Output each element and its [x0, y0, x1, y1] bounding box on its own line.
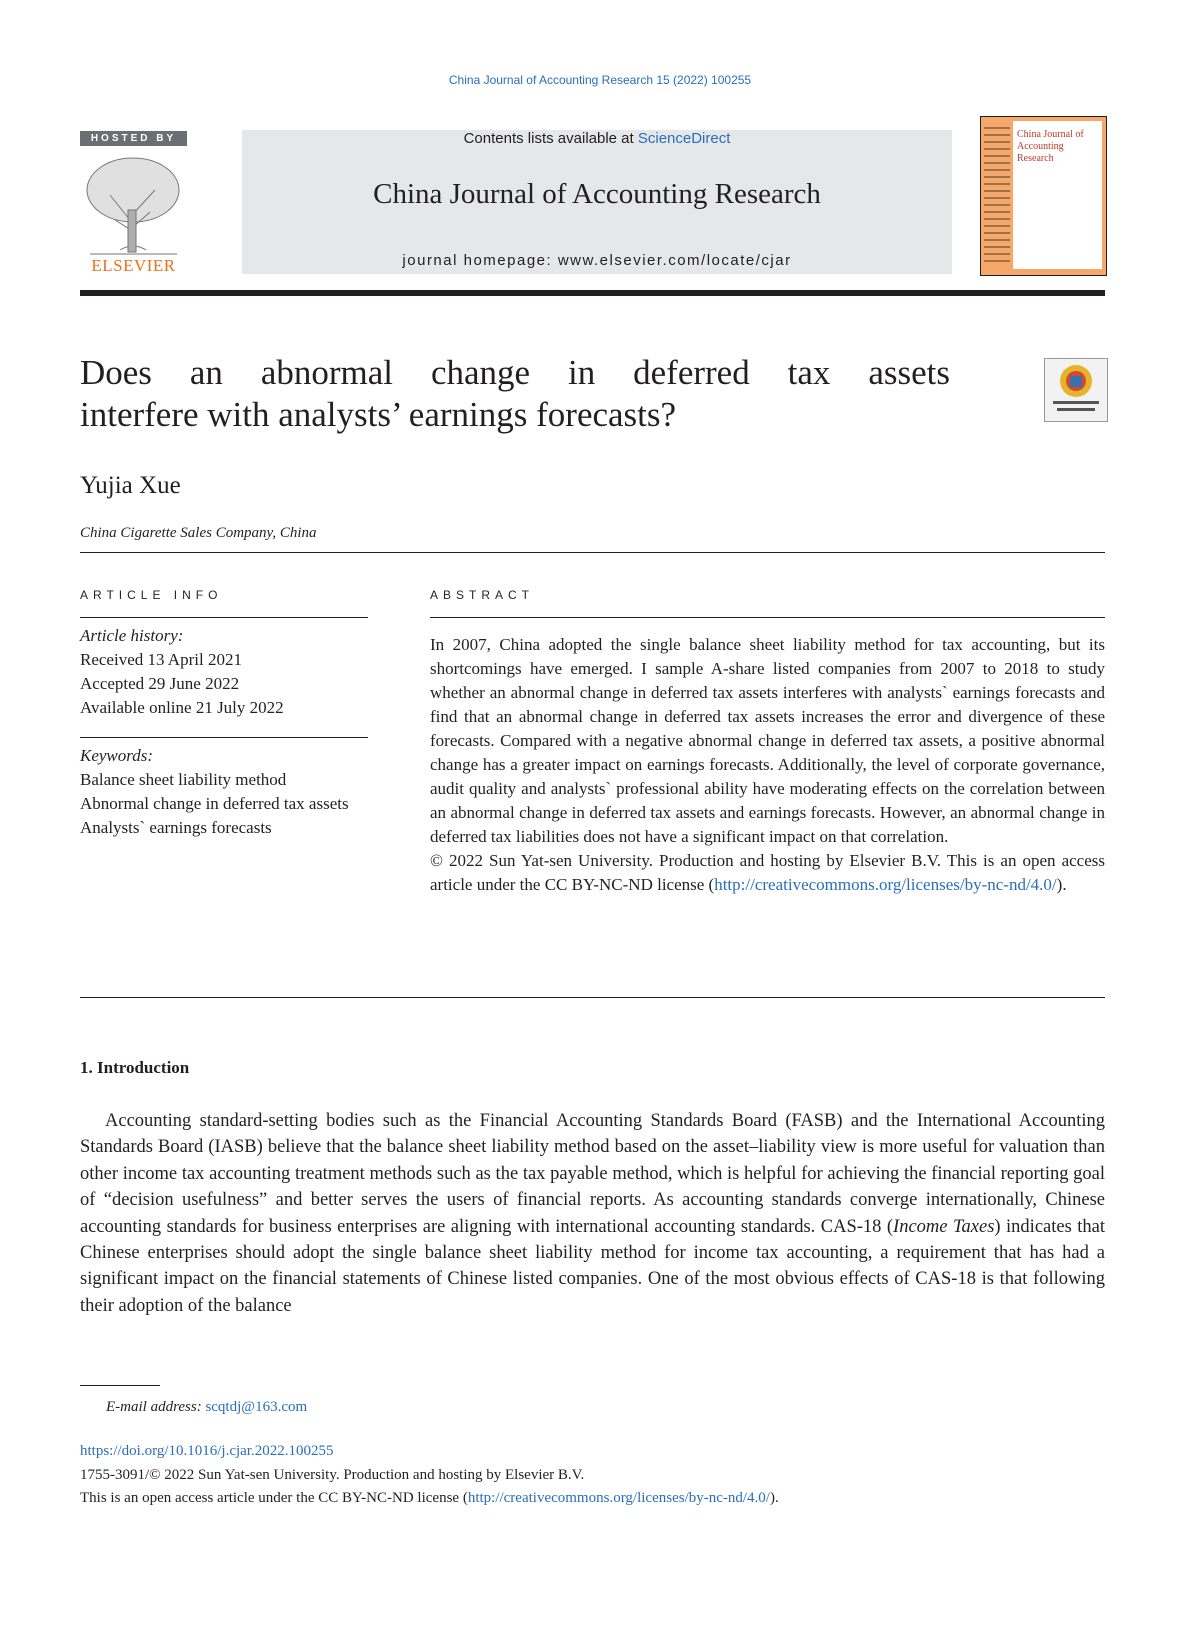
hosted-by-label: HOSTED BY: [80, 131, 187, 146]
abstract-heading: ABSTRACT: [430, 588, 535, 602]
divider: [430, 617, 1105, 618]
keywords-label: Keywords:: [80, 746, 154, 765]
header-divider: [80, 290, 1105, 296]
elsevier-wordmark: ELSEVIER: [91, 256, 176, 275]
accepted-date: Accepted 29 June 2022: [80, 674, 240, 693]
issn-line: 1755-3091/© 2022 Sun Yat-sen University. Production and hosting by Elsevier B.V.: [80, 1467, 585, 1483]
keyword: Balance sheet liability method: [80, 770, 287, 789]
keyword: Abnormal change in deferred tax assets: [80, 794, 349, 813]
contents-prefix: Contents lists available at: [463, 130, 638, 147]
keyword: Analysts` earnings forecasts: [80, 818, 272, 837]
abstract-body: [430, 633, 1105, 897]
journal-homepage[interactable]: journal homepage: www.elsevier.com/locate/cjar: [402, 252, 792, 269]
license-link[interactable]: http://creativecommons.org/licenses/by-nc-nd/4.0/: [714, 875, 1057, 894]
introduction-paragraph: [80, 1108, 1105, 1319]
journal-cover-thumbnail[interactable]: [980, 116, 1107, 276]
article-history-label: Article history:: [80, 626, 184, 645]
sciencedirect-link[interactable]: ScienceDirect: [637, 130, 731, 147]
abstract-text: In 2007, China adopted the single balance sheet liability method for tax accounting, but its shortcomings have emerged. I sample A-share listed companies from 2007 to 2018 to study whether an abnormal change in deferred tax assets interferes with analysts` earnings forecasts and find that an abnormal change in deferred tax assets increases the error and divergence of these forecasts. Compared with a negative abnormal change in deferred tax assets, a positive abnormal change has a greater impact on earnings forecasts. Additionally, the level of corporate governance, audit quality and analysts` professional ability have moderating effects on the correlation between an abnormal change in deferred tax assets and earnings forecasts. However, an abnormal change in deferred tax liabilities does not have a significant impact on that correlation.: [430, 635, 1105, 846]
intro-text: Accounting standard-setting bodies such as the Financial Accounting Standards Board (FASB) and the International Accounting Standards Board (IASB) believe that the balance sheet liability method based on the asset–liability view is more useful for valuation than other income tax accounting treatment methods such as the tax payable method, which is helpful for achieving the financial reporting goal of “decision usefulness” and better serves the users of financial reports. As accounting standards converge internationally, Chinese accounting standards for business enterprises are aligning with international accounting standards. CAS-18 (: [80, 1111, 1105, 1237]
author-affiliation: China Cigarette Sales Company, China: [80, 525, 317, 541]
oa-suffix: ).: [769, 1490, 779, 1506]
email-label: E-mail address:: [106, 1399, 202, 1415]
divider: [80, 552, 1105, 553]
oa-prefix: This is an open access article under the CC BY-NC-ND license (: [80, 1490, 468, 1506]
article-title-line-1: Does an abnormal change in deferred tax assets: [80, 353, 950, 392]
cover-title: China Journal of Accounting Research: [1017, 129, 1084, 164]
doi-link[interactable]: https://doi.org/10.1016/j.cjar.2022.100255: [80, 1443, 334, 1459]
contents-line: [242, 130, 952, 147]
cover-panel: [1013, 121, 1102, 269]
intro-text: ) indicates that Chinese enterprises should adopt the single balance sheet liability method for income tax accounting, a requirement that has had a significant impact on the financial statements of Chinese listed companies. One of the most obvious effects of CAS-18 is that following their adoption of the balance: [80, 1216, 1105, 1316]
received-date: Received 13 April 2021: [80, 650, 242, 669]
license-suffix: ).: [1056, 875, 1067, 894]
license-statement: [430, 849, 1105, 897]
section-heading-introduction: 1. Introduction: [80, 1058, 190, 1077]
intro-italic: Income Taxes: [893, 1216, 995, 1237]
keywords-block: [80, 744, 380, 840]
divider: [80, 737, 368, 738]
divider: [80, 997, 1105, 998]
divider: [80, 617, 368, 618]
author-name: Yujia Xue: [80, 472, 181, 499]
article-title-line-2: interfere with analysts’ earnings forecasts?: [80, 395, 677, 434]
online-date: Available online 21 July 2022: [80, 698, 284, 717]
article-history: [80, 624, 380, 720]
journal-title: China Journal of Accounting Research: [373, 178, 821, 210]
footnote-email: [106, 1399, 307, 1416]
check-for-updates-icon[interactable]: [1044, 358, 1108, 422]
oa-license-link[interactable]: http://creativecommons.org/licenses/by-nc-nd/4.0/: [467, 1490, 770, 1506]
cover-decoration: [984, 127, 1010, 267]
open-access-line: [80, 1490, 779, 1507]
license-prefix: © 2022 Sun Yat-sen University. Production and hosting by Elsevier B.V. This is an open access article under the CC BY-NC-ND license (: [430, 851, 1105, 894]
email-link[interactable]: scqtdj@163.com: [205, 1399, 308, 1415]
footnote-divider: [80, 1385, 160, 1386]
article-info-heading: ARTICLE INFO: [80, 588, 223, 602]
journal-citation[interactable]: China Journal of Accounting Research 15 (2022) 100255: [448, 73, 752, 87]
